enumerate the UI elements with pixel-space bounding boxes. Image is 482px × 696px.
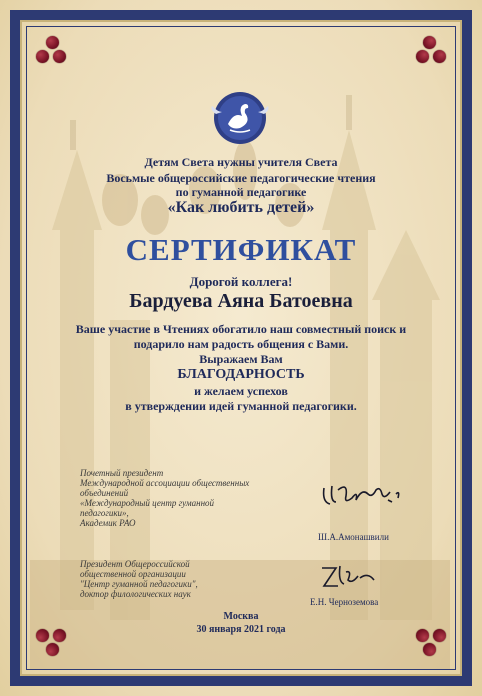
signatory-2-role-line: доктор филологических наук (80, 589, 191, 599)
body-line-3: Выражаем Вам (199, 352, 283, 366)
body-line-6: в утверждении идей гуманной педагогики. (125, 399, 357, 413)
body-line-1: Ваше участие в Чтениях обогатило наш совместный поиск и (75, 322, 407, 336)
signatory-2-role-line: общественной организации (80, 569, 186, 579)
signatory-1-role-line: «Международный центр гуманной (80, 498, 215, 508)
swan-emblem-icon (208, 86, 272, 150)
signature-1 (318, 480, 408, 512)
berry-ornament-top-left (36, 36, 68, 66)
certificate-title: СЕРТИФИКАТ (125, 232, 357, 267)
greeting: Дорогой коллега! (189, 274, 293, 289)
motto-line: Детям Света нужны учителя Света (144, 155, 338, 169)
signatory-1-role-line: Международной ассоциации общественных (80, 478, 250, 488)
signature-2 (318, 562, 378, 592)
berry-ornament-top-right (414, 36, 446, 66)
signatory-1-name: Ш.А.Амонашвили (318, 532, 389, 542)
signatory-1-role-line: педагогики», (80, 508, 129, 518)
signatory-2-role-line: "Центр гуманной педагогики", (80, 579, 198, 589)
body-line-2: подарило нам радость общения с Вами. (133, 337, 349, 351)
footer-date: 30 января 2021 года (196, 624, 286, 635)
recipient-name: Бардуева Аяна Батоевна (129, 290, 353, 312)
event-line-2: по гуманной педагогике (175, 185, 307, 199)
signatory-1-role-line: объединений (80, 488, 129, 498)
signatory-2-role-line: Президент Общероссийской (80, 559, 190, 569)
event-theme: «Как любить детей» (167, 199, 315, 216)
gratitude-word: БЛАГОДАРНОСТЬ (177, 367, 305, 382)
event-line-1: Восьмые общероссийские педагогические чтения (106, 171, 376, 185)
signatory-2-name: Е.Н. Черноземова (310, 597, 379, 607)
signatory-1-role-line: Почетный президент (80, 468, 164, 478)
footer-city: Москва (223, 611, 259, 622)
body-line-5: и желаем успехов (194, 384, 288, 398)
signatory-1-role-line: Академик РАО (80, 518, 136, 528)
